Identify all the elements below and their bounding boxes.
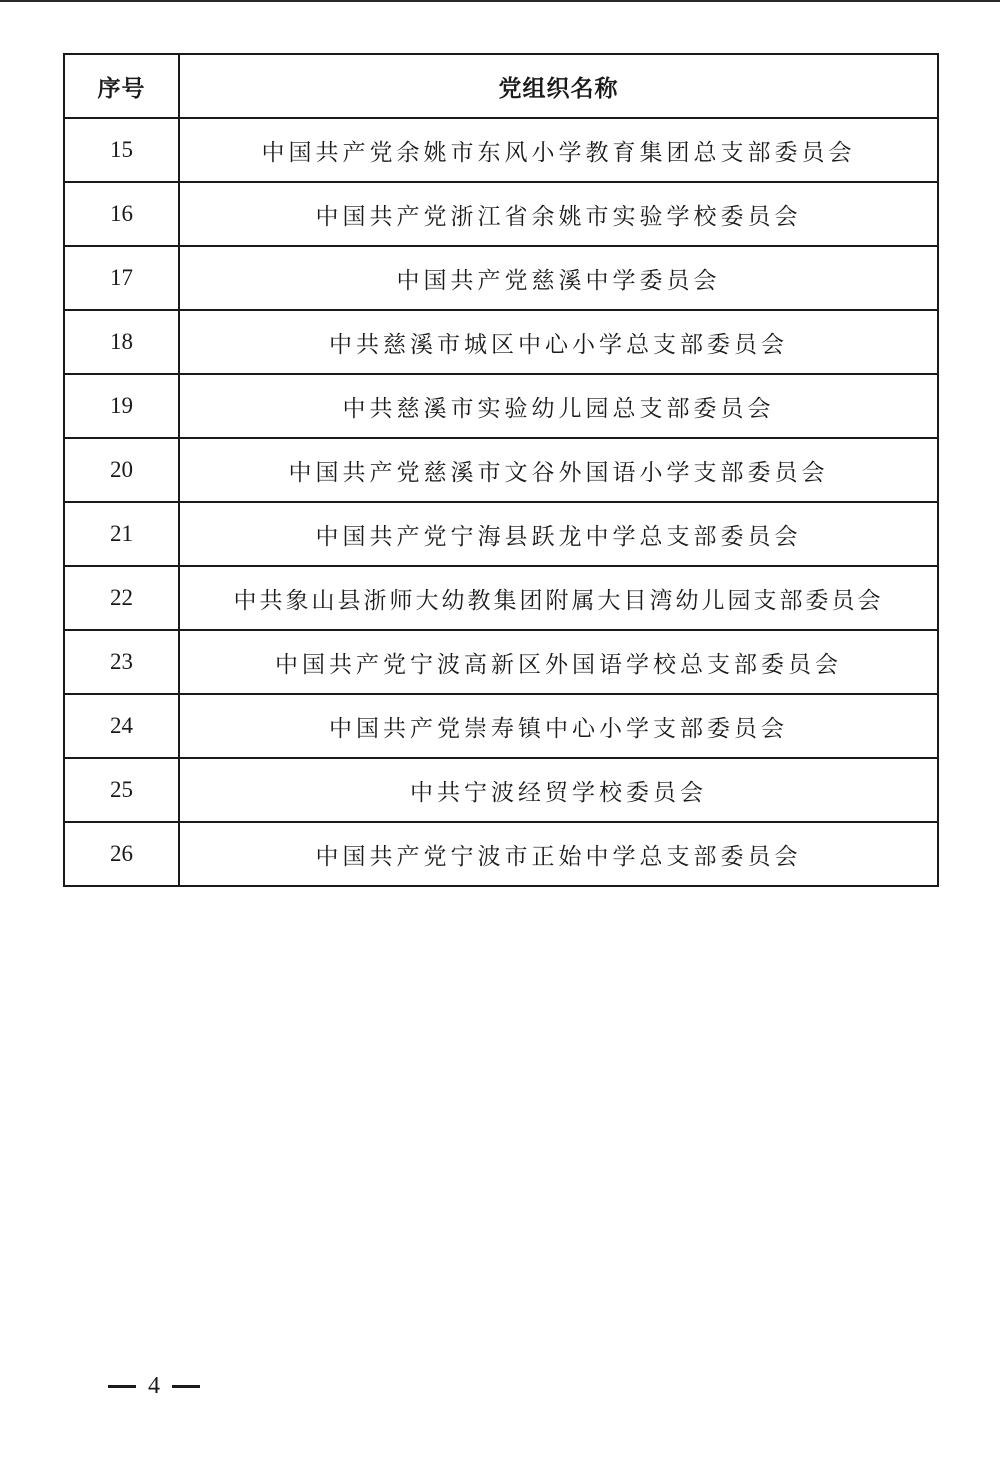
- page-footer: [108, 1370, 200, 1402]
- table-row: [64, 502, 938, 566]
- left-dash: [108, 1385, 136, 1388]
- table-row: [64, 630, 938, 694]
- row-name: 中国共产党宁波高新区外国语学校总支部委员会: [179, 630, 938, 694]
- row-number: 17: [64, 246, 179, 310]
- header-name: 党组织名称: [179, 54, 938, 118]
- row-name: 中共象山县浙师大幼教集团附属大目湾幼儿园支部委员会: [179, 566, 938, 630]
- row-number: 15: [64, 118, 179, 182]
- row-number: 20: [64, 438, 179, 502]
- right-dash: [172, 1385, 200, 1388]
- row-name: 中国共产党浙江省余姚市实验学校委员会: [179, 182, 938, 246]
- table-row: [64, 566, 938, 630]
- table-row: [64, 182, 938, 246]
- row-number: 23: [64, 630, 179, 694]
- row-number: 24: [64, 694, 179, 758]
- table-row: [64, 694, 938, 758]
- row-name: 中国共产党余姚市东风小学教育集团总支部委员会: [179, 118, 938, 182]
- row-number: 21: [64, 502, 179, 566]
- row-name: 中国共产党慈溪中学委员会: [179, 246, 938, 310]
- table-row: [64, 246, 938, 310]
- header-number: 序号: [64, 54, 179, 118]
- table-row: [64, 374, 938, 438]
- table-row: [64, 822, 938, 886]
- row-name: 中国共产党宁海县跃龙中学总支部委员会: [179, 502, 938, 566]
- row-number: 22: [64, 566, 179, 630]
- top-rule: [0, 0, 1000, 2]
- row-name: 中共慈溪市实验幼儿园总支部委员会: [179, 374, 938, 438]
- row-name: 中国共产党慈溪市文谷外国语小学支部委员会: [179, 438, 938, 502]
- party-organization-table: [63, 53, 939, 887]
- table-header-row: [64, 54, 938, 118]
- table-row: [64, 310, 938, 374]
- page-number: 4: [148, 1373, 160, 1399]
- row-number: 18: [64, 310, 179, 374]
- table-row: [64, 118, 938, 182]
- row-number: 16: [64, 182, 179, 246]
- row-name: 中共宁波经贸学校委员会: [179, 758, 938, 822]
- row-name: 中共慈溪市城区中心小学总支部委员会: [179, 310, 938, 374]
- table-row: [64, 438, 938, 502]
- row-number: 25: [64, 758, 179, 822]
- row-number: 26: [64, 822, 179, 886]
- row-name: 中国共产党崇寿镇中心小学支部委员会: [179, 694, 938, 758]
- row-name: 中国共产党宁波市正始中学总支部委员会: [179, 822, 938, 886]
- table-row: [64, 758, 938, 822]
- row-number: 19: [64, 374, 179, 438]
